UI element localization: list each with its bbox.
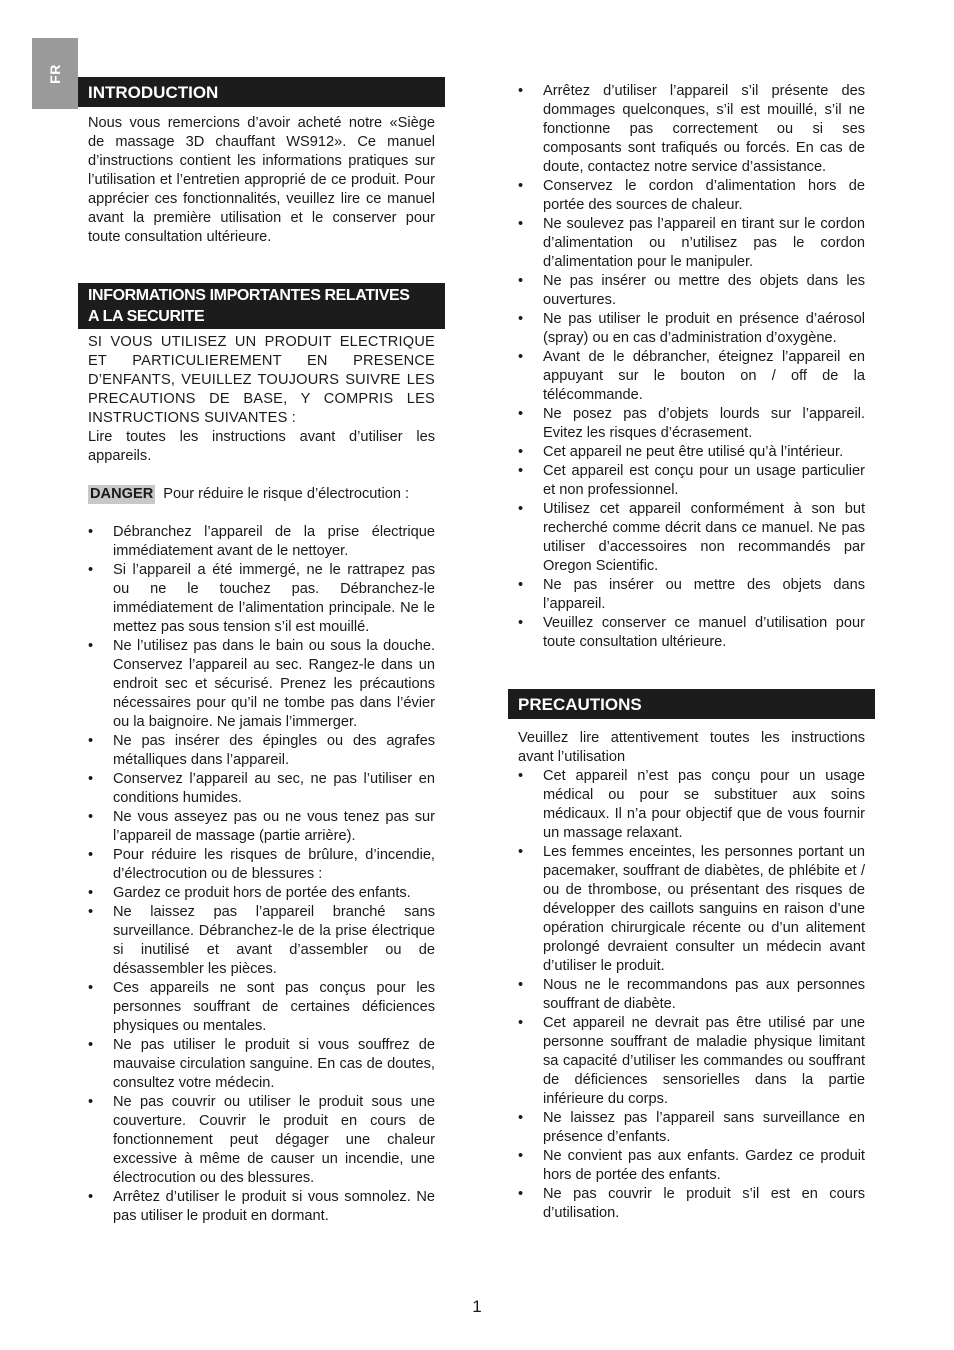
list-item: • Les femmes enceintes, les personnes portant un pacemaker, souffrant de diabètes, de phlébite et / ou de thrombose, ou présentant des risques de développer des caillots sanguins en raison d’une opération chirurgicale récente ou d’un alitement prolongé devraient consulter un médecin avant d’utiliser le produit. <box>518 843 865 976</box>
list-item: • Ces appareils ne sont pas conçus pour les personnes souffrant de certaines déficiences physiques ou mentales. <box>88 979 435 1036</box>
danger-badge: DANGER <box>90 486 154 502</box>
danger-text: Pour réduire le risque d’électrocution : <box>163 486 410 502</box>
language-tab-label: FR <box>47 63 63 84</box>
list-item: • Ne l’utilisez pas dans le bain ou sous la douche. Conservez l’appareil au sec. Rangez-le dans un endroit sec et sécurisé. Prenez les précautions nécessaires pour qu’il ne tombe pas dans l’évier ou la baignoire. Ne jamais l’immerger. <box>88 637 435 732</box>
list-item: • Veuillez conserver ce manuel d’utilisation pour toute consultation ultérieure. <box>518 614 865 652</box>
list-item: • Ne pas utiliser le produit si vous souffrez de mauvaise circulation sanguine. En cas de doutes, consultez votre médecin. <box>88 1036 435 1093</box>
list-item: • Ne pas insérer des épingles ou des agrafes métalliques dans l’appareil. <box>88 732 435 770</box>
list-item: • Cet appareil ne peut être utilisé qu’à l’intérieur. <box>518 443 865 462</box>
list-item: • Ne laissez pas l’appareil branché sans surveillance. Débranchez-le de la prise électrique si inutilisé et avant d’assembler ou de désassembler les pièces. <box>88 903 435 979</box>
safety-list-right <box>508 82 875 652</box>
list-item: • Conservez le cordon d’alimentation hors de portée des sources de chaleur. <box>518 177 865 215</box>
left-column <box>78 77 445 1226</box>
precautions-list <box>508 767 875 1223</box>
list-item: • Si l’appareil a été immergé, ne le rattrapez pas ou ne le touchez pas. Débranchez-le immédiatement de l’alimentation principale. Ne le mettez pas sous tension s’il est mouillé. <box>88 561 435 637</box>
safety-warning: SI VOUS UTILISEZ UN PRODUIT ELECTRIQUE ET PARTICULIEREMENT EN PRESENCE D’ENFANTS, VEUILLEZ TOUJOURS SUIVRE LES PRECAUTIONS DE BASE, Y COMPRIS LES INSTRUCTIONS SUIVANTES : <box>88 334 435 426</box>
list-item: • Cet appareil n’est pas conçu pour un usage médical ou pour se substituer aux soins médicaux. Il n’a pour objectif que de vous fournir un massage relaxant. <box>518 767 865 843</box>
safety-heading <box>78 283 445 329</box>
list-item: • Ne soulevez pas l’appareil en tirant sur le cordon d’alimentation ou n’utilisez pas le cordon d’alimentation pour le manipuler. <box>518 215 865 272</box>
list-item: • Ne pas couvrir ou utiliser le produit sous une couverture. Couvrir le produit en cours de fonctionnement peut dégager une chaleur excessive à même de causer un incendie, une électrocution ou des blessures. <box>88 1093 435 1188</box>
list-item: • Nous ne le recommandons pas aux personnes souffrant de diabète. <box>518 976 865 1014</box>
list-item: • Ne vous asseyez pas ou ne vous tenez pas sur l’appareil de massage (partie arrière). <box>88 808 435 846</box>
list-item: • Ne pas insérer ou mettre des objets dans l’appareil. <box>518 576 865 614</box>
list-item: • Conservez l’appareil au sec, ne pas l’utiliser en conditions humides. <box>88 770 435 808</box>
list-item: • Ne convient pas aux enfants. Gardez ce produit hors de portée des enfants. <box>518 1147 865 1185</box>
safety-read-all: Lire toutes les instructions avant d’utiliser les appareils. <box>88 429 435 464</box>
safety-heading-line2: A LA SECURITE <box>88 308 205 325</box>
list-item: • Pour réduire les risques de brûlure, d’incendie, d’électrocution ou de blessures : <box>88 846 435 884</box>
list-item: • Gardez ce produit hors de portée des enfants. <box>88 884 435 903</box>
right-column <box>508 82 875 1223</box>
list-item: • Ne pas insérer ou mettre des objets dans les ouvertures. <box>518 272 865 310</box>
list-item: • Utilisez cet appareil conformément à son but recherché comme décrit dans ce manuel. Ne pas utiliser d’accessoires non recommandés par Oregon Scientific. <box>518 500 865 576</box>
safety-heading-line1: INFORMATIONS IMPORTANTES RELATIVES <box>88 287 410 304</box>
list-item: • Arrêtez d’utiliser l’appareil s’il présente des dommages quelconques, s’il est mouillé, s’il ne fonctionne pas correctement ou si ses composants sont trafiqués ou forcés. En cas de doute, contactez notre service d’assistance. <box>518 82 865 177</box>
list-item: • Ne posez pas d’objets lourds sur l’appareil. Evitez les risques d’écrasement. <box>518 405 865 443</box>
danger-row <box>78 485 445 504</box>
list-item: • Ne pas utiliser le produit en présence d’aérosol (spray) ou en cas d’administration d’oxygène. <box>518 310 865 348</box>
safety-list-left <box>78 523 445 1226</box>
language-tab <box>32 38 78 109</box>
list-item: • Avant de le débrancher, éteignez l’appareil en appuyant sur le bouton on / off de la télécommande. <box>518 348 865 405</box>
list-item: • Arrêtez d’utiliser le produit si vous somnolez. Ne pas utiliser le produit en dormant. <box>88 1188 435 1226</box>
introduction-heading: INTRODUCTION <box>78 77 445 107</box>
page-number: 1 <box>472 1297 482 1316</box>
list-item: • Ne pas couvrir le produit s’il est en cours d’utilisation. <box>518 1185 865 1223</box>
list-item: • Ne laissez pas l’appareil sans surveillance en présence d’enfants. <box>518 1109 865 1147</box>
precautions-heading: PRECAUTIONS <box>508 689 875 719</box>
list-item: • Cet appareil ne devrait pas être utilisé par une personne souffrant de maladie physique limitant sa capacité d’utiliser les commandes ou souffrant de déficiences sensorielles dans la partie inférieure du corps. <box>518 1014 865 1109</box>
list-item: • Cet appareil est conçu pour un usage particulier et non professionnel. <box>518 462 865 500</box>
introduction-body: Nous vous remercions d’avoir acheté notre «Siège de massage 3D chauffant WS912». Ce manuel d’instructions contient les informations pratiques sur l’utilisation et l’entretien approprié de ce produit. Pour apprécier ces fonctionnalités, veuillez lire ce manuel avant la première utilisation et le conserver pour toute consultation ultérieure. <box>88 115 435 245</box>
precautions-intro: Veuillez lire attentivement toutes les instructions avant l’utilisation <box>518 730 865 765</box>
list-item: • Débranchez l’appareil de la prise électrique immédiatement avant de le nettoyer. <box>88 523 435 561</box>
